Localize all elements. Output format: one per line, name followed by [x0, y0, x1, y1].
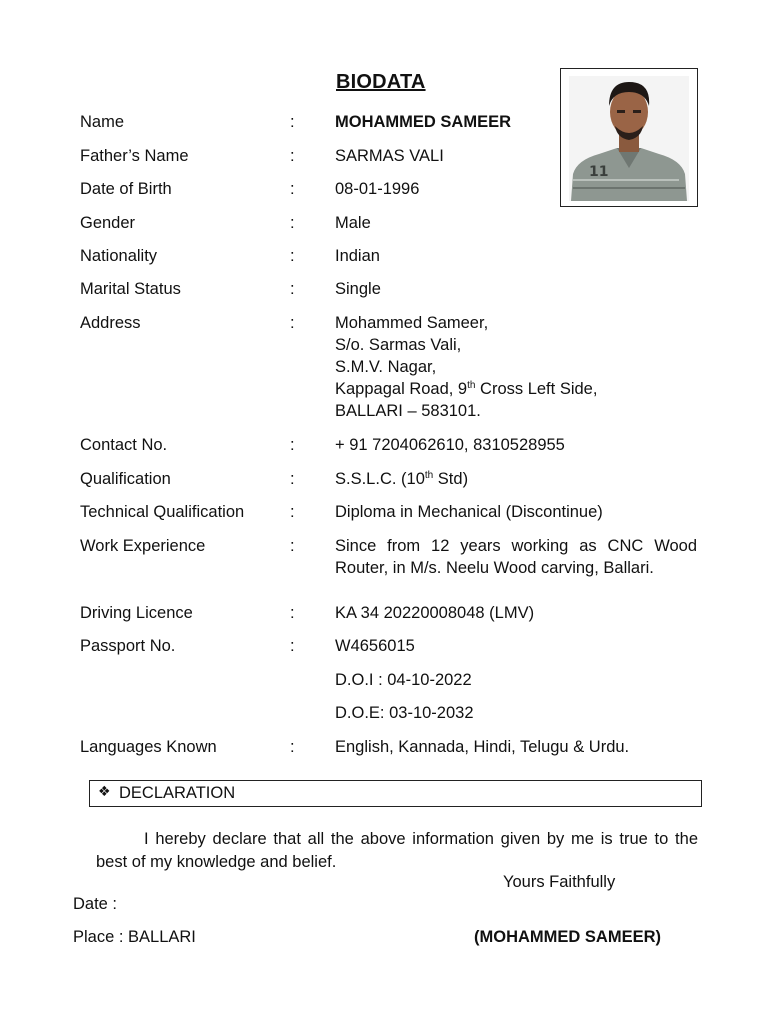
declaration-text: I hereby declare that all the above information given by me is true to the best of my knowledge and belief.: [96, 830, 698, 871]
declaration-heading: DECLARATION: [119, 784, 236, 802]
nationality-label: Nationality: [80, 247, 158, 265]
address-line: S.M.V. Nagar,: [335, 358, 437, 376]
technical-qualification-label: Technical Qualification: [80, 503, 245, 521]
place-label: Place : BALLARI: [73, 928, 196, 946]
qualification-value: S.S.L.C. (10th Std): [335, 470, 469, 488]
person-photo-icon: [569, 76, 689, 201]
colon: :: [290, 280, 295, 298]
colon: :: [290, 637, 295, 655]
diamond-bullet-icon: ❖: [98, 783, 111, 799]
contact-value: + 91 7204062610, 8310528955: [335, 436, 565, 454]
colon: :: [290, 214, 295, 232]
colon: :: [290, 113, 295, 131]
name-label: Name: [80, 113, 125, 131]
contact-label: Contact No.: [80, 436, 168, 454]
address-value: [335, 312, 597, 422]
address-line: S/o. Sarmas Vali,: [335, 336, 462, 354]
nationality-value: Indian: [335, 247, 380, 265]
dob-label: Date of Birth: [80, 180, 172, 198]
passport-value: W4656015: [335, 637, 415, 655]
signature-name: (MOHAMMED SAMEER): [474, 928, 661, 946]
colon: :: [290, 604, 295, 622]
colon: :: [290, 147, 295, 165]
colon: :: [290, 314, 295, 332]
gender-label: Gender: [80, 214, 136, 232]
work-experience-label: Work Experience: [80, 537, 206, 555]
address-line: Mohammed Sameer,: [335, 314, 489, 332]
colon: :: [290, 470, 295, 488]
colon: :: [290, 537, 295, 555]
passport-doe-value: D.O.E: 03-10-2032: [335, 704, 474, 722]
jersey-number: 11: [589, 164, 609, 180]
colon: :: [290, 247, 295, 265]
passport-doi-value: D.O.I : 04-10-2022: [335, 671, 472, 689]
dob-value: 08-01-1996: [335, 180, 420, 198]
page-title: BIODATA: [336, 71, 426, 93]
driving-licence-value: KA 34 20220008048 (LMV): [335, 604, 535, 622]
marital-status-value: Single: [335, 280, 381, 298]
technical-qualification-value: Diploma in Mechanical (Discontinue): [335, 503, 603, 521]
date-label: Date :: [73, 895, 118, 913]
passport-label: Passport No.: [80, 637, 176, 655]
address-line: Kappagal Road, 9th Cross Left Side,: [335, 380, 598, 398]
languages-value: English, Kannada, Hindi, Telugu & Urdu.: [335, 738, 630, 756]
address-line: BALLARI – 583101.: [335, 402, 481, 420]
work-experience-value: Since from 12 years working as CNC Wood Router, in M/s. Neelu Wood carving, Ballari.: [335, 537, 697, 577]
father-name-label: Father’s Name: [80, 147, 189, 165]
languages-label: Languages Known: [80, 738, 217, 756]
name-value: MOHAMMED SAMEER: [335, 113, 511, 131]
colon: :: [290, 738, 295, 756]
address-label: Address: [80, 314, 141, 332]
closing-text: Yours Faithfully: [503, 873, 616, 891]
declaration-header: [89, 780, 702, 807]
qualification-label: Qualification: [80, 470, 171, 488]
colon: :: [290, 436, 295, 454]
profile-photo: [560, 68, 698, 207]
gender-value: Male: [335, 214, 371, 232]
father-name-value: SARMAS VALI: [335, 147, 444, 165]
colon: :: [290, 503, 295, 521]
marital-status-label: Marital Status: [80, 280, 181, 298]
colon: :: [290, 180, 295, 198]
driving-licence-label: Driving Licence: [80, 604, 193, 622]
